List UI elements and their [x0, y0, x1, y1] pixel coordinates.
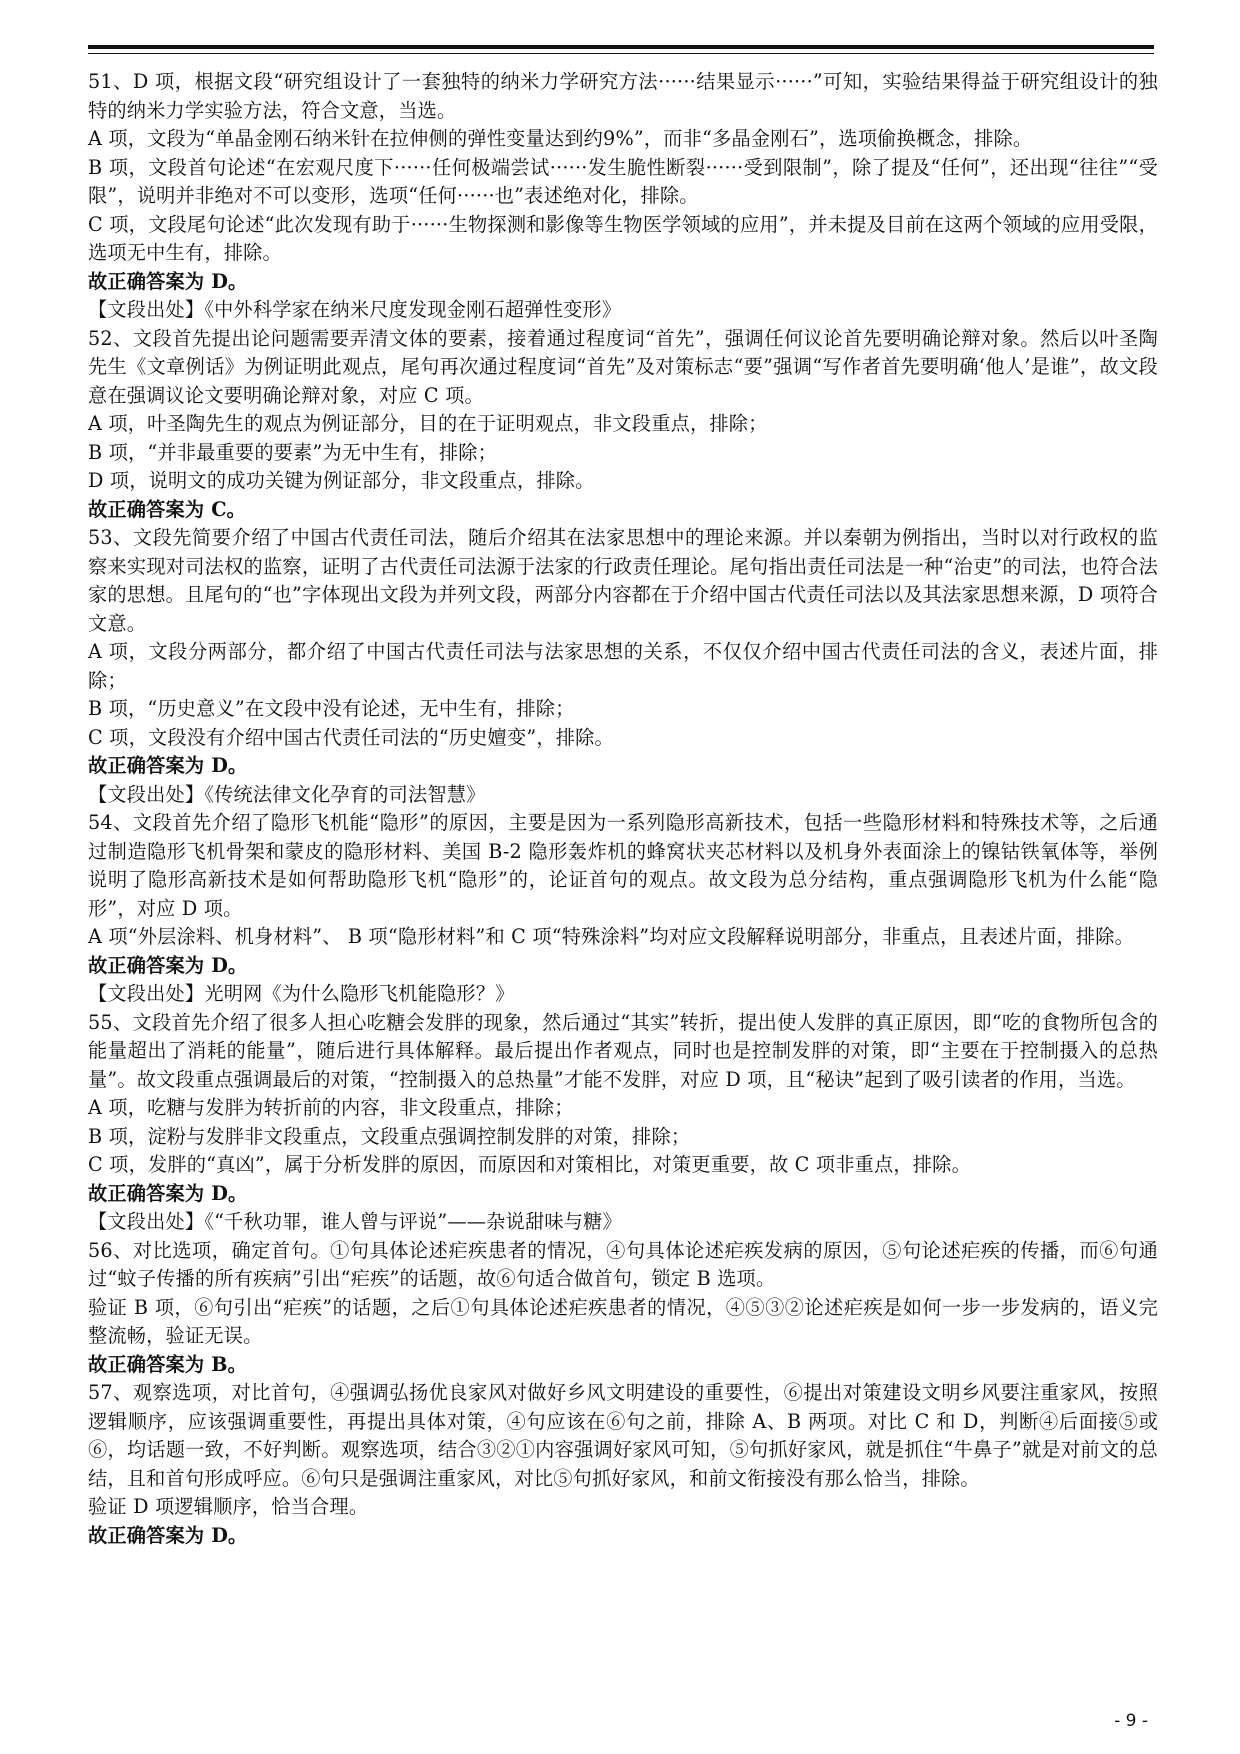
explanation-paragraph: 57、观察选项，对比首句，④强调弘扬优良家风对做好乡风文明建设的重要性，⑥提出对策建设文明乡风要注重家风，按照逻辑顺序，应该强调重要性，再提出具体对策，④句应该在⑥句之前，排除 A、B 两项。对比 C 和 D，判断④后面接⑤或⑥，均话题一致，不好判断。观察选项，结合③②①内容强调好家风可知，⑤句抓好家风，就是抓住“牛鼻子”就是对前文的总结，且和首句形成呼应。⑥句只是强调注重家风，对比⑤句抓好家风，和前文衔接没有那么恰当，排除。 — [88, 1381, 1158, 1490]
answer-line: 故正确答案为 B。 — [88, 1352, 248, 1376]
answer-line: 故正确答案为 D。 — [88, 1523, 248, 1547]
explanation-paragraph: 【文段出处】光明网《为什么隐形飞机能隐形？》 — [88, 982, 515, 1005]
answer-line: 故正确答案为 D。 — [88, 953, 248, 977]
header-rule-thin — [88, 53, 1154, 54]
explanation-paragraph: 51、D 项，根据文段“研究组设计了一套独特的纳米力学研究方法······结果显示······”可知，实验结果得益于研究组设计的独特的纳米力学实验方法，符合文意，当选。 — [88, 70, 1158, 122]
page-number: - 9 - — [1114, 1711, 1148, 1731]
explanation-paragraph: 【文段出处】《“千秋功罪，谁人曾与评说”——杂说甜味与糖》 — [88, 1210, 622, 1233]
explanation-paragraph: 53、文段先简要介绍了中国古代责任司法，随后介绍其在法家思想中的理论来源。并以秦朝为例指出，当时以对行政权的监察来实现对司法权的监察，证明了古代责任司法源于法家的行政责任理论。尾句指出责任司法是一种“治吏”的司法，也符合法家的思想。且尾句的“也”字体现出文段为并列文段，两部分内容都在于介绍中国古代责任司法以及其法家思想来源，D 项符合文意。 — [88, 526, 1158, 635]
explanation-paragraph: D 项，说明文的成功关键为例证部分，非文段重点，排除。 — [88, 469, 595, 492]
explanation-paragraph: 验证 D 项逻辑顺序，恰当合理。 — [88, 1495, 369, 1518]
answer-line: 故正确答案为 D。 — [88, 269, 248, 293]
explanation-paragraph: B 项，文段首句论述“在宏观尺度下······任何极端尝试······发生脆性断裂······受到限制”，除了提及“任何”，还出现“往往”“受限”，说明并非绝对不可以变形，选项“任何······也”表述绝对化，排除。 — [88, 155, 1158, 207]
explanation-paragraph: B 项，淀粉与发胖非文段重点，文段重点强调控制发胖的对策，排除； — [88, 1124, 691, 1148]
explanation-paragraph: B 项，“并非最重要的要素”为无中生有，排除； — [88, 440, 497, 464]
explanation-paragraph: 验证 B 项，⑥句引出“疟疾”的话题，之后①句具体论述疟疾患者的情况，④⑤③②论述疟疾是如何一步一步发病的，语义完整流畅，验证无误。 — [88, 1295, 1158, 1347]
answer-line: 故正确答案为 D。 — [88, 754, 248, 777]
answer-line: 故正确答案为 D。 — [88, 1181, 248, 1205]
explanation-paragraph: 【文段出处】《中外科学家在纳米尺度发现金刚石超弹性变形》 — [88, 298, 622, 321]
explanation-paragraph: C 项，文段没有介绍中国古代责任司法的“历史嬗变”，排除。 — [88, 725, 614, 749]
explanation-paragraph: B 项，“历史意义”在文段中没有论述，无中生有，排除； — [88, 697, 575, 720]
explanation-paragraph: C 项，发胖的“真凶”，属于分析发胖的原因，而原因和对策相比，对策更重要，故 C 项非重点，排除。 — [88, 1153, 971, 1176]
explanation-paragraph: A 项“外层涂料、机身材料”、 B 项“隐形材料”和 C 项“特殊涂料”均对应文段解释说明部分，非重点，且表述片面，排除。 — [88, 925, 1134, 948]
explanation-paragraph: A 项，文段分两部分，都介绍了中国古代责任司法与法家思想的关系，不仅仅介绍中国古代责任司法的含义，表述片面，排除； — [88, 640, 1158, 692]
answer-explanations — [88, 68, 1158, 1550]
header-rule-thick — [88, 45, 1154, 49]
explanation-paragraph: 55、文段首先介绍了很多人担心吃糖会发胖的现象，然后通过“其实”转折，提出使人发胖的真正原因，即“吃的食物所包含的能量超出了消耗的能量”，随后进行具体解释。最后提出作者观点，同时也是控制发胖的对策，即“主要在于控制摄入的总热量”。故文段重点强调最后的对策，“控制摄入的总热量”才能不发胖，对应 D 项，且“秘诀”起到了吸引读者的作用，当选。 — [88, 1010, 1158, 1091]
explanation-paragraph: C 项，文段尾句论述“此次发现有助于······生物探测和影像等生物医学领域的应用”，并未提及目前在这两个领域的应用受限，选项无中生有，排除。 — [88, 212, 1158, 264]
explanation-paragraph: 52、文段首先提出论问题需要弄清文体的要素，接着通过程度词“首先”，强调任何议论首先要明确论辩对象。然后以叶圣陶先生《文章例话》为例证明此观点，尾句再次通过程度词“首先”及对策标志“要”强调“写作者首先要明确‘他人’是谁”，故文段意在强调议论文要明确论辩对象，对应 C 项。 — [88, 326, 1158, 407]
explanation-paragraph: A 项，吃糖与发胖为转折前的内容，非文段重点，排除； — [88, 1096, 574, 1119]
answer-line: 故正确答案为 C。 — [88, 497, 247, 521]
explanation-paragraph: 54、文段首先介绍了隐形飞机能“隐形”的原因，主要是因为一系列隐形高新技术，包括一些隐形材料和特殊技术等，之后通过制造隐形飞机骨架和蒙皮的隐形材料、美国 B-2 隐形轰炸机的蜂窝状夹芯材料以及机身外表面涂上的镍钴铁氧体等，举例说明了隐形高新技术是如何帮助隐形飞机“隐形”的，论证首句的观点。故文段为总分结构，重点强调隐形飞机为什么能“隐形”，对应 D 项。 — [88, 811, 1158, 920]
explanation-paragraph: 56、对比选项，确定首句。①句具体论述疟疾患者的情况，④句具体论述疟疾发病的原因，⑤句论述疟疾的传播，而⑥句通过“蚊子传播的所有疾病”引出“疟疾”的话题，故⑥句适合做首句，锁定 B 选项。 — [88, 1238, 1158, 1290]
explanation-paragraph: 【文段出处】《传统法律文化孕育的司法智慧》 — [88, 782, 486, 806]
explanation-paragraph: A 项，文段为“单晶金刚石纳米针在拉伸侧的弹性变量达到约9%”，而非“多晶金刚石”，选项偷换概念，排除。 — [88, 127, 1033, 150]
explanation-paragraph: A 项，叶圣陶先生的观点为例证部分，目的在于证明观点，非文段重点，排除； — [88, 412, 768, 435]
